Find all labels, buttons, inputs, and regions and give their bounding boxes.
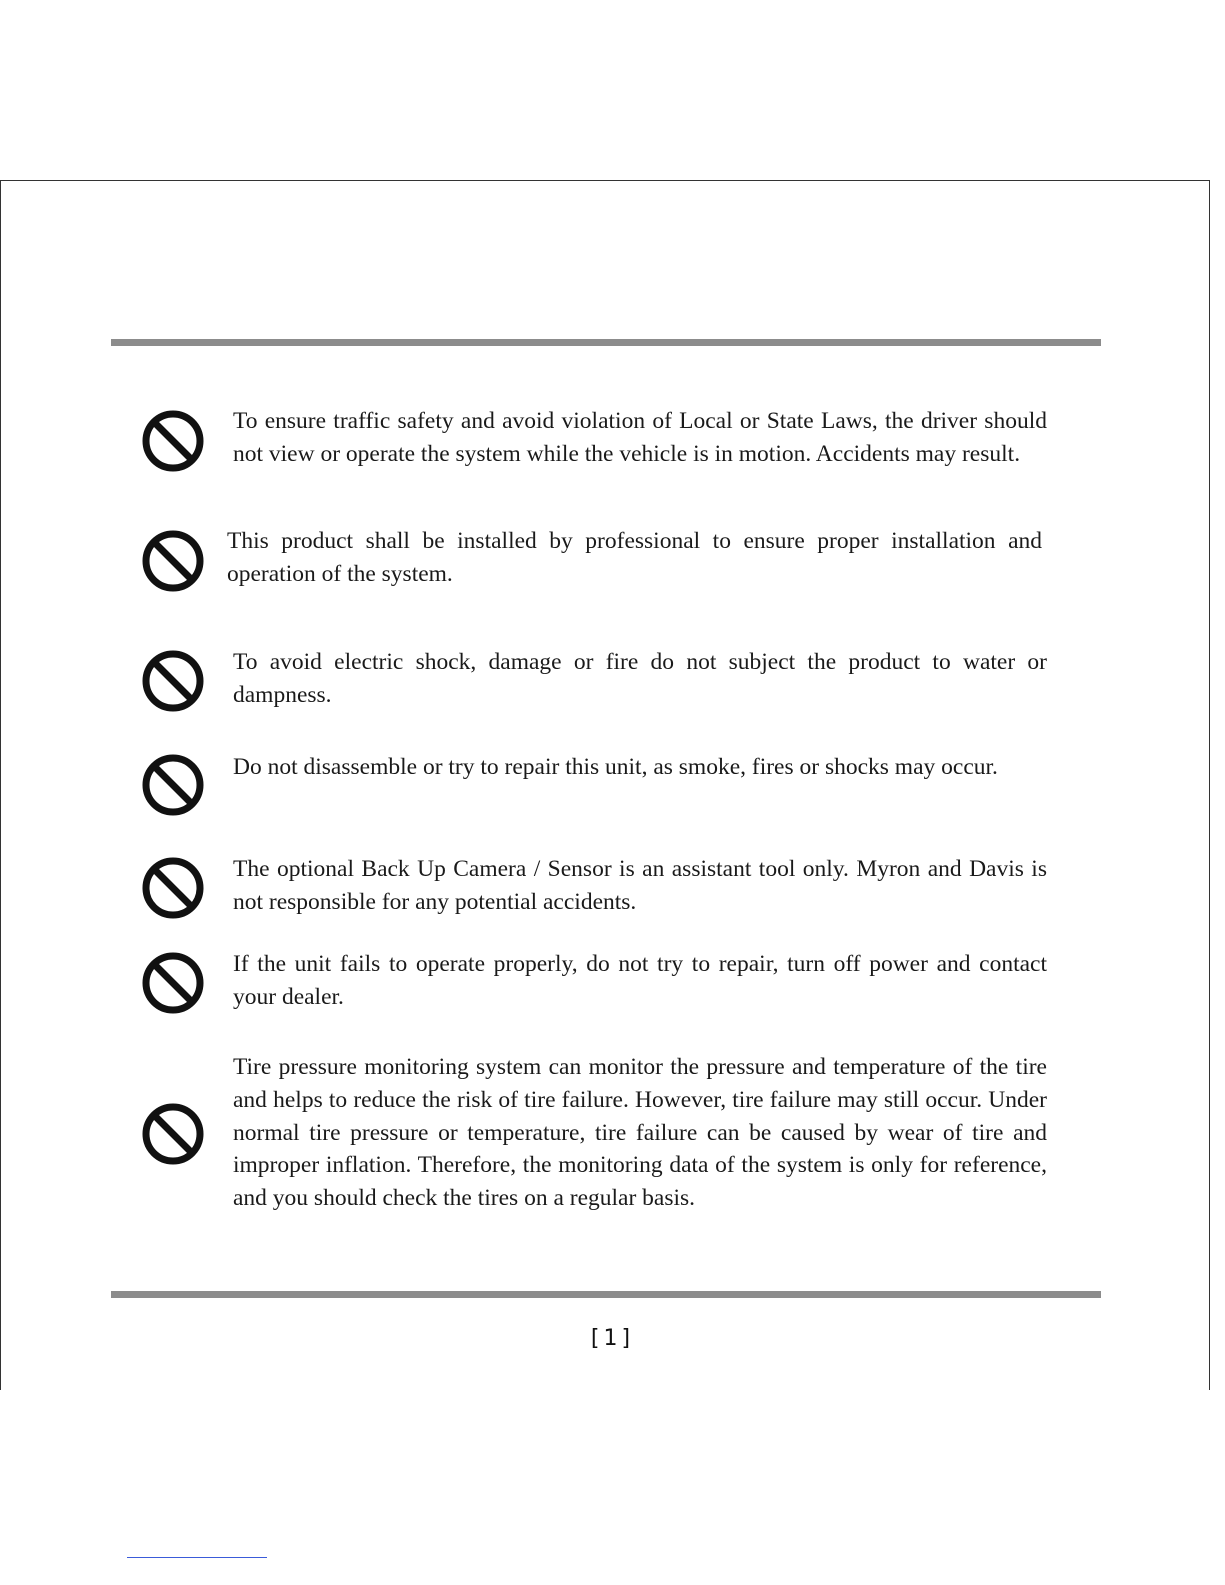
prohibition-icon xyxy=(141,529,205,593)
warning-text: Tire pressure monitoring system can monitor the pressure and temperature of the tire and helps to reduce the risk of tire failure. However, tire failure may still occur. Under normal tire pressure or temperature, tire failure can be caused by wear of tire and improper inflation. Therefore, the monitoring data of the system is only for reference, and you should check the tires on a regular basis. xyxy=(233,1054,1047,1212)
prohibition-icon xyxy=(141,409,205,473)
warning-text: Do not disassemble or try to repair this unit, as smoke, fires or shocks may occur. xyxy=(233,754,998,780)
warning-text: To avoid electric shock, damage or fire do not subject the product to water or dampness. xyxy=(233,649,1047,708)
bottom-divider xyxy=(111,1291,1101,1298)
warning-text: The optional Back Up Camera / Sensor is an assistant tool only. Myron and Davis is not responsible for any potential accidents. xyxy=(233,856,1047,915)
page-number: [1] xyxy=(590,1326,635,1351)
top-divider xyxy=(111,339,1101,346)
warning-text: To ensure traffic safety and avoid violation of Local or State Laws, the driver should not view or operate the system while the vehicle is in motion. Accidents may result. xyxy=(233,408,1047,467)
prohibition-icon xyxy=(141,753,205,817)
warning-text: If the unit fails to operate properly, do not try to repair, turn off power and contact your dealer. xyxy=(233,951,1047,1010)
prohibition-icon xyxy=(141,856,205,920)
footer-link-underline xyxy=(127,1557,267,1558)
prohibition-icon xyxy=(141,649,205,713)
prohibition-icon xyxy=(141,951,205,1015)
prohibition-icon xyxy=(141,1102,205,1166)
warning-text: This product shall be installed by professional to ensure proper installation and operation of the system. xyxy=(227,528,1042,587)
